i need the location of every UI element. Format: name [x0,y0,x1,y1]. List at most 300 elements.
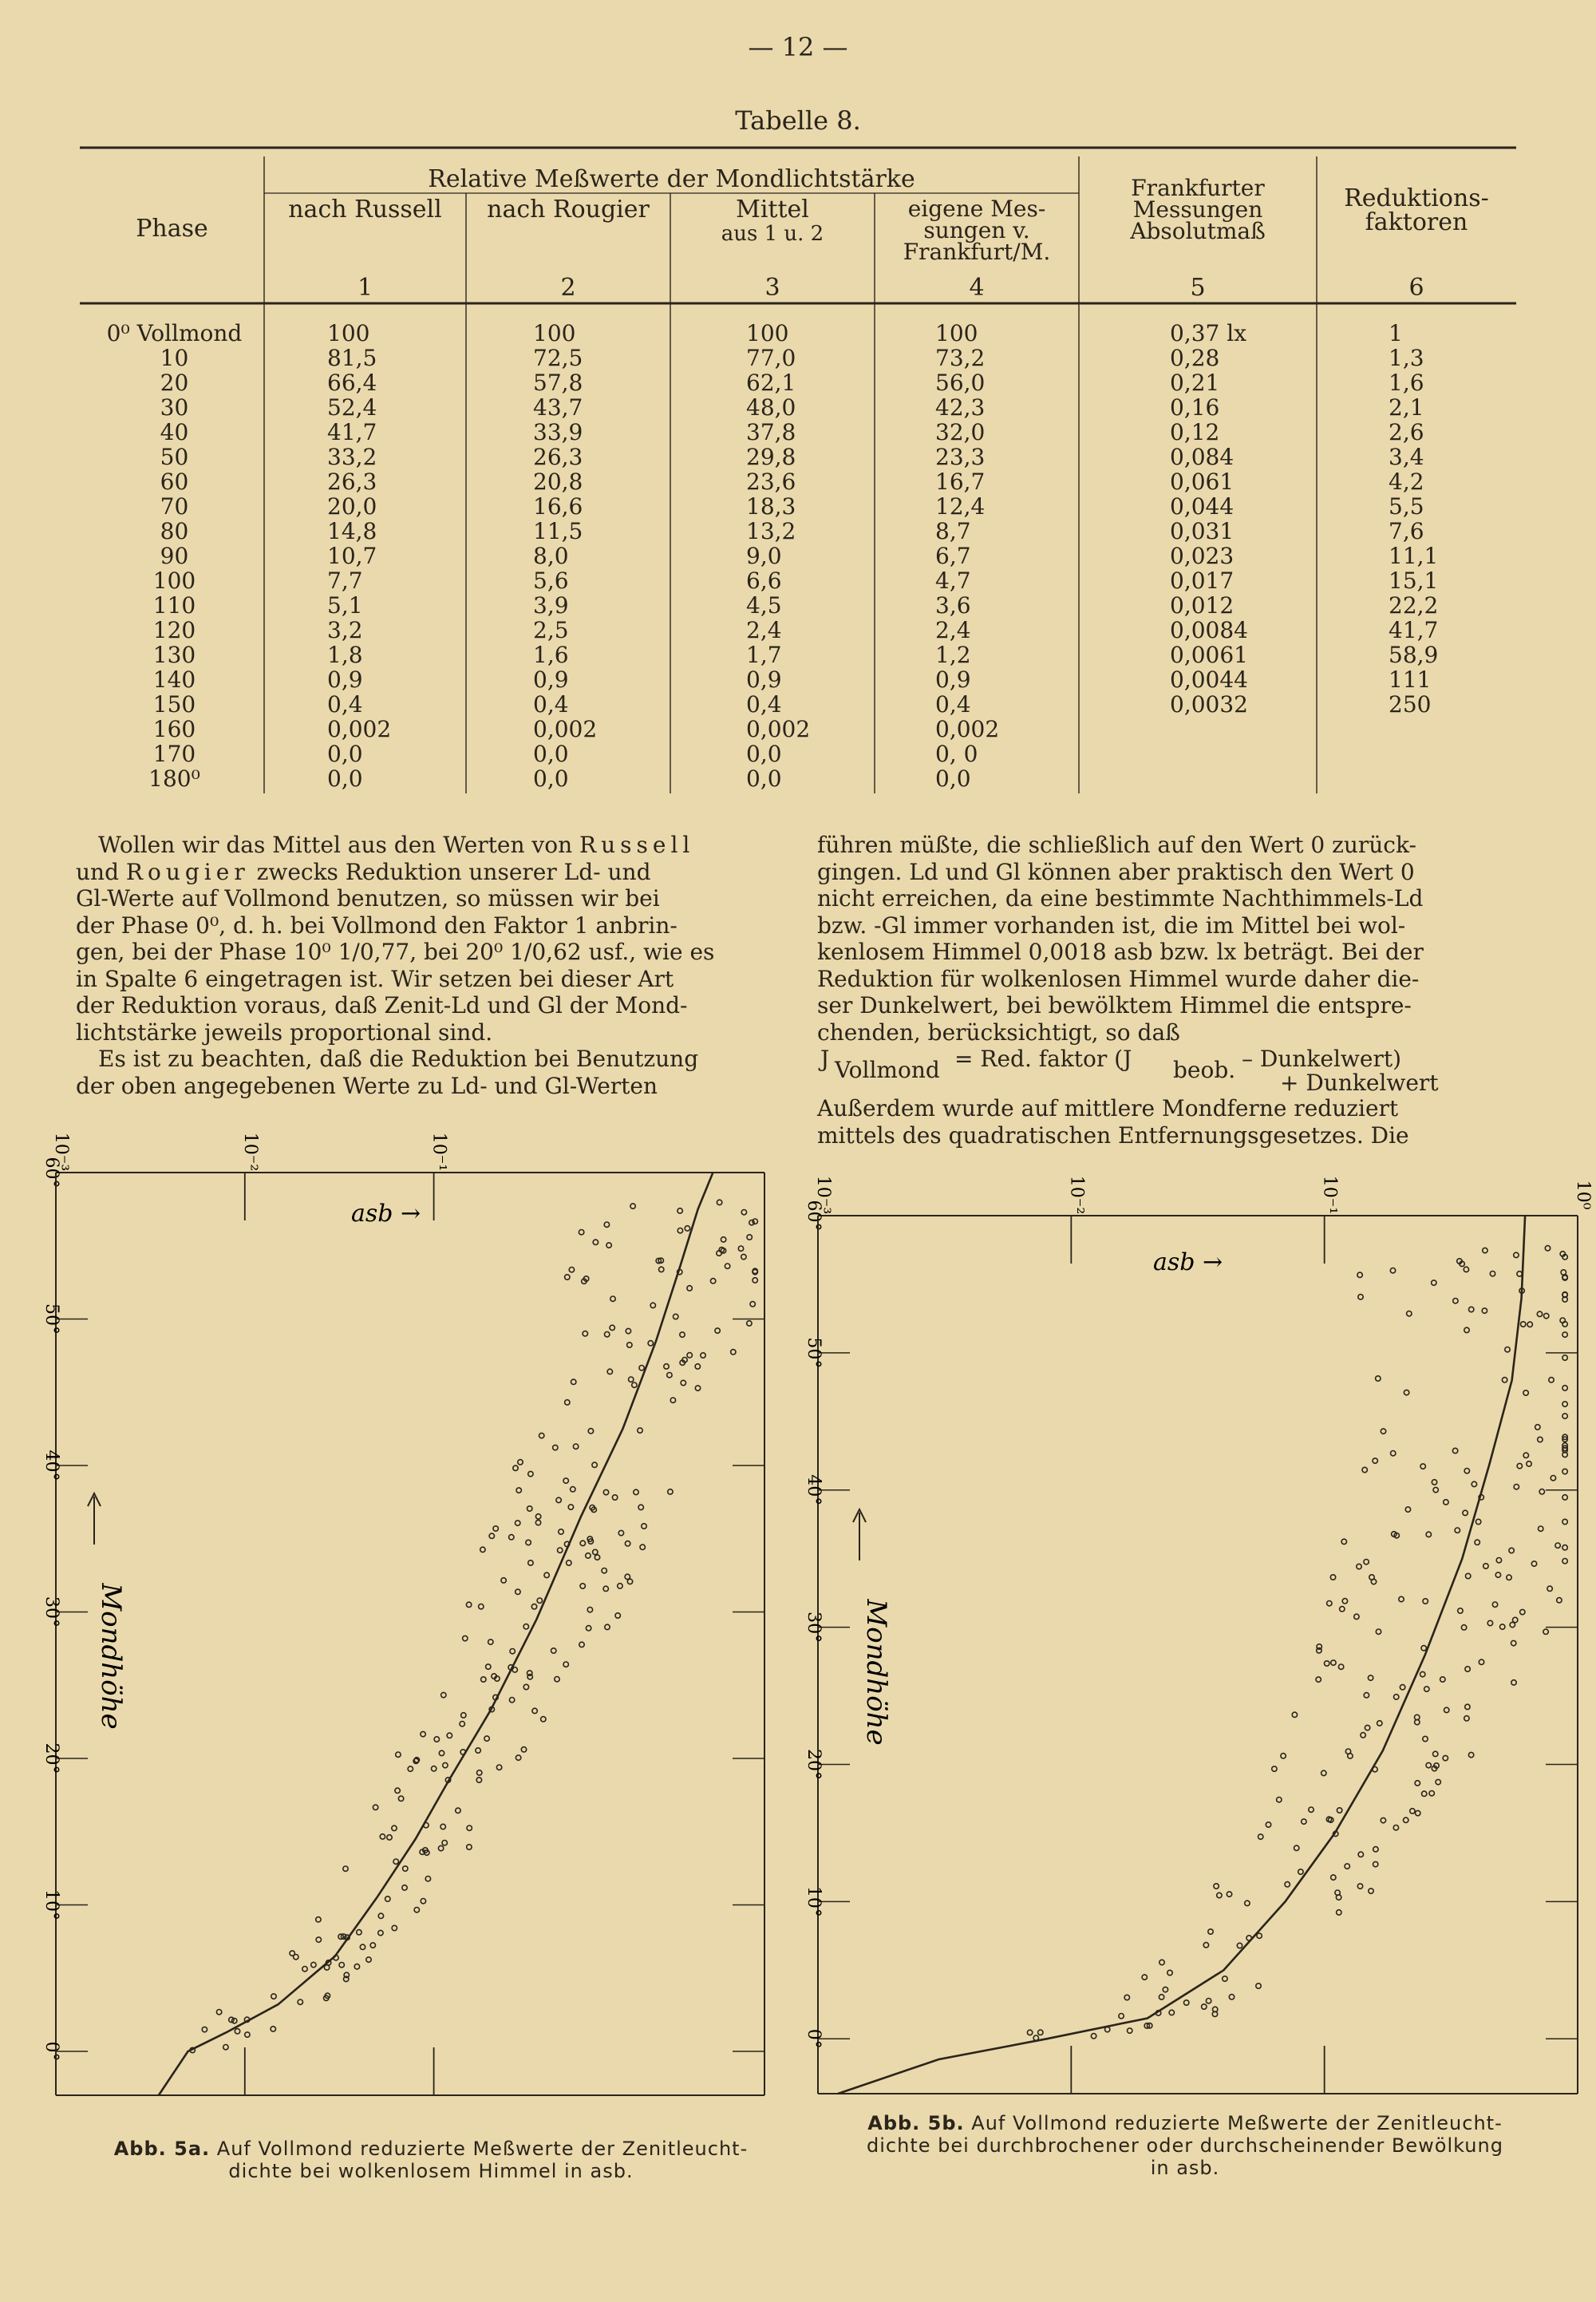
data-point [1281,1754,1286,1758]
data-point [366,1957,371,1962]
fit-curve [838,1216,1525,2094]
y-tick-label: 50° [41,1303,61,1335]
data-point [640,1545,645,1549]
right-paragraph: führen müßte, die schließlich auf den Wert 0 zurück- gingen. Ld und Gl können aber praktisch den Wert 0 nicht erreichen, da eine bestimmte Nachthimmels-Ld bzw. -Gl immer vorhanden ist, die im Mittel bei wol- kenlosem Himmel 0,0018 asb bzw. lx beträgt. Bei der Reduktion für wolkenlosen Himmel wurde daher die- ser Dunkelwert, bei bewölktem Himmel die entspre- chenden, berücksichtigt, so daß [817,832,1424,1046]
data-point [1364,1693,1369,1698]
table-cell-frankfurt: 0,031 [1170,518,1235,544]
data-point [1277,1798,1282,1802]
data-point [1520,1609,1525,1614]
data-point [339,1963,344,1968]
data-point [738,1246,743,1251]
data-point [302,1967,307,1972]
table-cell-faktor: 1,3 [1389,345,1424,371]
data-point [556,1497,561,1502]
data-point [555,1677,559,1682]
data-point [1345,1749,1350,1754]
data-point [370,1943,375,1948]
data-point [1545,1246,1550,1251]
header-phase: Phase [136,215,208,243]
data-point [516,1488,521,1493]
data-point [573,1444,578,1449]
data-point [588,1429,593,1434]
data-point [1440,1677,1445,1682]
table-cell-faktor: 41,7 [1389,617,1439,643]
data-point [501,1578,506,1583]
table-cell-phase: 40 [160,419,189,445]
table-cell-mittel: 29,8 [746,444,796,470]
data-point [605,1332,610,1337]
data-point [1256,1984,1261,1988]
y-tick-label: 20° [41,1742,61,1774]
data-point [343,1866,348,1871]
table-cell-phase: 150 [152,691,196,718]
data-point [741,1254,746,1259]
table-cell-frankfurt: 0,37 lx [1170,320,1246,346]
data-point [1342,1599,1347,1604]
table-cell-phase: 130 [152,642,196,668]
data-point [1452,1448,1457,1453]
table-cell-frankfurt: 0,0032 [1170,691,1248,718]
data-point [1393,1825,1398,1830]
data-point [615,1613,620,1618]
data-point [1373,1861,1378,1866]
data-point [518,1460,523,1465]
table-cell-frankfurt: 0,012 [1170,592,1235,619]
table-cell-eigene: 100 [935,320,978,346]
data-point [480,1547,485,1552]
data-point [1479,1659,1483,1664]
data-point [1495,1572,1500,1577]
data-point [1539,1489,1544,1494]
data-point [687,1353,692,1358]
table-cell-russell: 0,4 [327,691,363,718]
data-point [380,1834,385,1839]
table-cell-eigene: 4,7 [935,568,971,594]
data-point [1469,1307,1474,1311]
data-point [1391,1451,1396,1456]
table-cell-rougier: 8,0 [533,543,569,569]
data-point [440,1824,445,1829]
table-cell-rougier: 3,9 [533,592,569,619]
data-point [1432,1480,1436,1485]
table-cell-faktor: 1 [1389,320,1403,346]
data-point [421,1731,425,1736]
table-cell-faktor: 3,4 [1389,444,1424,470]
table-cell-phase: 60 [160,469,189,495]
data-point [1316,1677,1321,1682]
table-cell-eigene: 0,0 [935,765,971,792]
data-point [701,1353,705,1358]
data-point [1298,1869,1303,1874]
data-point [1555,1543,1560,1548]
data-point [539,1433,544,1438]
data-point [484,1736,489,1741]
data-point [569,1268,574,1272]
table-cell-mittel: 23,6 [746,469,796,495]
table-cell-eigene: 42,3 [935,394,986,421]
table-cell-rougier: 1,6 [533,642,569,668]
table-cell-eigene: 2,4 [935,617,971,643]
data-point [659,1267,664,1272]
table-cell-eigene: 0, 0 [935,741,978,767]
table-cell-mittel: 18,3 [746,493,796,520]
data-point [639,1366,644,1371]
data-point [650,1303,655,1307]
data-point [1549,1378,1554,1382]
table-cell-faktor: 11,1 [1389,543,1439,569]
data-point [565,1400,570,1405]
table-cell-phase: 170 [152,741,196,767]
data-point [1483,1564,1488,1568]
data-point [1511,1640,1516,1645]
data-point [1492,1602,1497,1607]
table-cell-russell: 33,2 [327,444,377,470]
data-point [567,1560,571,1565]
table-cell-phase: 80 [160,518,189,544]
data-point [1514,1485,1519,1489]
table-cell-faktor: 1,6 [1389,370,1424,396]
data-point [541,1717,546,1722]
table-cell-mittel: 48,0 [746,394,796,421]
data-point [638,1505,643,1509]
data-point [1327,1601,1332,1606]
header-russell: nach Russell [288,196,442,223]
table-cell-russell: 5,1 [327,592,363,619]
table-cell-russell: 3,2 [327,617,363,643]
data-point [1390,1268,1395,1273]
data-point [592,1462,597,1467]
data-point [1033,2035,1038,2040]
data-point [1551,1476,1555,1481]
data-point [1091,2034,1096,2039]
table-title: Tabelle 8. [735,105,861,136]
data-point [1513,1617,1518,1622]
data-point [378,1930,383,1935]
data-point [1547,1586,1552,1591]
data-point [1511,1680,1516,1685]
data-point [461,1713,466,1718]
data-point [421,1899,425,1904]
header-eigene: eigene Mes- sungen v. Frankfurt/M. [903,196,1051,265]
data-point [1237,1943,1242,1948]
y-tick-label: 30° [804,1612,824,1643]
data-point [1373,1767,1377,1772]
data-point [1426,1532,1431,1537]
data-point [1354,1614,1359,1619]
data-point [535,1514,540,1519]
formula: J Vollmond = Red. faktor (J beob. – Dunkelwert) + Dunkelwert [820,1046,1439,1096]
data-point [438,1845,443,1850]
table-cell-frankfurt: 0,28 [1170,345,1220,371]
table-cell-russell: 14,8 [327,518,377,544]
table-cell-mittel: 100 [746,320,789,346]
data-point [408,1766,413,1771]
table-cell-eigene: 73,2 [935,345,986,371]
data-point [1436,1779,1440,1784]
data-point [509,1535,514,1540]
table-cell-eigene: 16,7 [935,469,986,495]
data-point [1429,1791,1434,1796]
data-point [1544,1313,1549,1318]
data-point [593,1549,598,1554]
table-cell-phase: 160 [152,716,196,742]
data-point [1410,1809,1415,1814]
data-point [1227,1892,1231,1897]
data-point [1517,1463,1522,1468]
data-point [1433,1487,1438,1492]
data-point [1562,1545,1567,1550]
data-point [316,1937,321,1942]
table-cell-frankfurt: 0,061 [1170,469,1235,495]
data-point [1371,1579,1376,1584]
table-cell-mittel: 1,7 [746,642,782,668]
table-cell-rougier: 57,8 [533,370,583,396]
data-point [1373,1847,1378,1852]
data-point [425,1877,430,1881]
data-point [235,2029,239,2034]
table-cell-phase: 30 [160,394,189,421]
table-cell-phase: 120 [152,617,196,643]
data-point [1345,1864,1349,1869]
data-point [1465,1704,1470,1709]
chart-5b [802,1161,1593,2099]
data-point [1358,1295,1363,1299]
data-point [618,1530,623,1535]
data-point [579,1230,583,1235]
data-point [710,1279,715,1284]
data-point [1357,1884,1362,1889]
table-cell-rougier: 16,6 [533,493,583,520]
data-point [245,2032,250,2037]
table-cell-rougier: 72,5 [533,345,583,371]
data-point [1338,1664,1343,1669]
data-point [1368,1675,1373,1680]
data-table [80,145,1516,801]
data-point [1357,1564,1361,1568]
table-cell-rougier: 43,7 [533,394,583,421]
data-point [1557,1598,1562,1603]
data-point [354,1964,359,1969]
table-cell-rougier: 0,0 [533,765,569,792]
data-point [579,1642,584,1647]
data-point [527,1506,532,1511]
table-cell-mittel: 13,2 [746,518,796,544]
data-point [398,1796,403,1801]
data-point [509,1698,514,1703]
data-point [1464,1469,1469,1473]
data-point [1331,1660,1336,1665]
data-point [1373,1458,1377,1463]
data-point [1340,1607,1345,1612]
data-point [1203,1943,1208,1948]
data-point [526,1540,531,1545]
data-point [510,1649,515,1654]
data-point [1472,1481,1476,1486]
data-point [1523,1453,1528,1458]
data-point [1539,1526,1543,1531]
data-point [1404,1390,1408,1394]
data-point [1468,1752,1473,1757]
data-point [681,1380,685,1385]
data-point [715,1328,720,1333]
data-point [373,1805,377,1810]
table-cell-russell: 1,8 [327,642,363,668]
data-point [638,1428,642,1433]
data-point [625,1541,630,1546]
data-point [1562,1355,1567,1360]
data-point [603,1489,608,1494]
data-point [467,1845,472,1849]
data-point [1285,1882,1290,1887]
table-cell-eigene: 56,0 [935,370,986,396]
data-point [1337,1910,1341,1915]
y-tick-label: 0° [41,2041,61,2062]
table-cell-russell: 52,4 [327,394,377,421]
column-number: 2 [560,274,576,302]
right-paragraph-end: Außerdem wurde auf mittlere Mondferne reduziert mittels des quadratischen Entfernungsgesetzes. Die [817,1095,1409,1149]
data-point [664,1364,669,1369]
data-point [1505,1347,1510,1352]
table-cell-eigene: 32,0 [935,419,986,445]
data-point [1321,1770,1326,1775]
table-cell-eigene: 0,4 [935,691,971,718]
data-point [593,1240,598,1244]
data-point [402,1885,407,1890]
data-point [563,1478,568,1483]
data-point [559,1529,563,1534]
data-point [1294,1845,1299,1850]
data-point [595,1555,599,1560]
table-cell-phase: 50 [160,444,189,470]
data-point [1464,1267,1468,1272]
header-mittel: Mittel aus 1 u. 2 [721,196,824,246]
table-cell-rougier: 26,3 [533,444,583,470]
data-point [648,1341,653,1346]
data-point [392,1925,397,1930]
data-point [1302,1819,1306,1824]
data-point [1562,1414,1567,1418]
data-point [603,1586,608,1591]
data-point [1537,1311,1542,1316]
y-tick-label: 50° [804,1337,824,1369]
data-point [1443,1755,1448,1760]
table-cell-frankfurt: 0,12 [1170,419,1220,445]
data-point [629,1377,634,1382]
data-point [528,1560,533,1565]
data-point [316,1917,321,1922]
data-point [442,1841,447,1845]
data-point [1362,1467,1367,1472]
table-cell-phase: 10 [160,345,189,371]
table-cell-rougier: 2,5 [533,617,569,643]
data-point [563,1662,568,1667]
y-tick-label: 40° [804,1474,824,1506]
data-point [1562,1519,1567,1524]
table-cell-mittel: 62,1 [746,370,796,396]
data-point [667,1373,672,1378]
data-point [1422,1791,1427,1796]
x-axis-label: asb → [1153,1248,1223,1276]
data-point [1407,1311,1412,1316]
data-point [1159,1995,1163,1999]
data-point [568,1505,573,1509]
data-point [1453,1299,1458,1303]
data-point [1420,1671,1425,1676]
data-point [516,1589,520,1594]
table-cell-russell: 100 [327,320,370,346]
table-cell-eigene: 8,7 [935,518,971,544]
data-point [1358,1852,1363,1857]
data-point [1415,1781,1420,1786]
table-cell-faktor: 111 [1389,666,1432,693]
data-point [1257,1933,1262,1938]
data-point [486,1664,491,1669]
x-tick-label: 10⁻² [1066,1175,1087,1215]
chart-5a [32,1129,798,2099]
data-point [476,1748,480,1753]
column-number: 4 [969,274,985,302]
data-point [516,1755,520,1760]
data-point [1521,1322,1526,1327]
data-point [687,1286,692,1291]
table-cell-frankfurt: 0,16 [1170,394,1220,421]
data-point [1562,1495,1567,1500]
table-cell-phase: 180⁰ [148,765,200,792]
data-point [439,1750,444,1755]
table-cell-faktor: 22,2 [1389,592,1439,619]
data-point [512,1667,517,1672]
data-point [670,1398,675,1402]
data-point [1337,1808,1341,1813]
data-point [674,1314,678,1319]
data-point [1405,1507,1410,1512]
data-point [216,2010,221,2015]
data-point [1169,2010,1174,2015]
data-point [1163,1987,1167,1992]
y-axis-label: Mondhöhe [95,1583,127,1730]
caption-5b: Abb. 5b. Auf Vollmond reduzierte Meßwerte der Zenitleucht- dichte bei durchbrochener oder durchscheinender Bewölkung in asb. [867,2112,1503,2179]
table-cell-mittel: 0,0 [746,765,782,792]
data-point [1500,1624,1505,1629]
data-point [626,1328,630,1333]
data-point [1184,2000,1189,2005]
data-point [476,1778,481,1782]
data-point [1527,1322,1532,1327]
table-cell-russell: 0,0 [327,765,363,792]
data-point [477,1770,482,1775]
table-cell-mittel: 4,5 [746,592,782,619]
data-point [1507,1575,1511,1580]
data-point [1325,1661,1329,1666]
data-point [1105,2027,1110,2031]
table-cell-rougier: 100 [533,320,576,346]
table-cell-mittel: 9,0 [746,543,782,569]
table-cell-phase: 70 [160,493,189,520]
y-tick-label: 10° [41,1889,61,1920]
table-cell-russell: 7,7 [327,568,363,594]
table-cell-rougier: 0,9 [533,666,569,693]
table-cell-rougier: 5,6 [533,568,569,594]
data-point [516,1521,520,1525]
table-cell-faktor: 250 [1389,691,1432,718]
data-point [1531,1561,1536,1566]
data-point [1119,2014,1124,2019]
x-tick-label: 10⁻² [239,1132,260,1172]
table-cell-russell: 66,4 [327,370,377,396]
data-point [1399,1596,1404,1601]
data-point [1562,1469,1567,1473]
data-point [1376,1376,1381,1381]
